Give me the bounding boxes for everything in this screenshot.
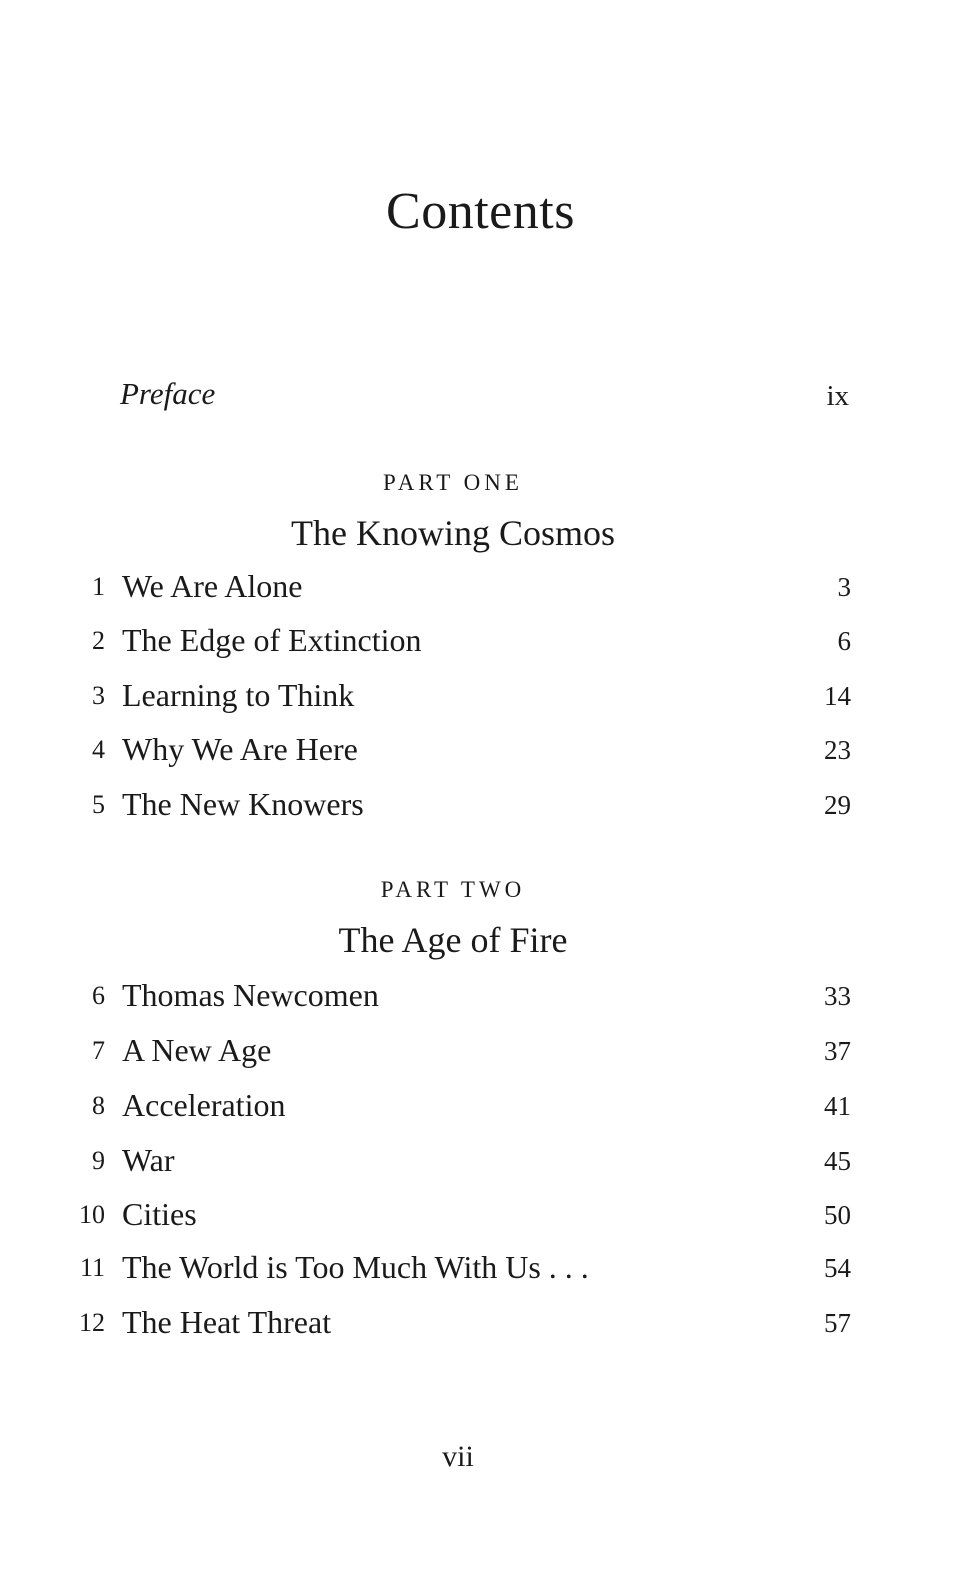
chapter-title: Thomas Newcomen: [122, 977, 379, 1013]
chapter-title: The World is Too Much With Us . . .: [122, 1249, 589, 1285]
chapter-page: 54: [824, 1253, 851, 1283]
page-title: Contents: [386, 183, 575, 240]
toc-entry: [0, 1087, 961, 1127]
chapter-page: 57: [824, 1308, 851, 1338]
chapter-page: 41: [824, 1091, 851, 1121]
chapter-page: 6: [837, 626, 851, 656]
chapter-number: 2: [92, 626, 105, 655]
part-one-label: PART ONE: [383, 470, 523, 495]
part-two-title: The Age of Fire: [338, 920, 568, 960]
toc-entry: [0, 622, 961, 662]
chapter-title: Acceleration: [122, 1087, 286, 1123]
page-folio: vii: [442, 1440, 474, 1473]
toc-entry: [0, 1249, 961, 1289]
chapter-number: 4: [92, 735, 105, 764]
chapter-title: Learning to Think: [122, 677, 355, 713]
toc-entry: [0, 568, 961, 608]
part-one-title: The Knowing Cosmos: [291, 513, 615, 553]
chapter-title: The Edge of Extinction: [122, 622, 422, 658]
chapter-page: 50: [824, 1200, 851, 1230]
chapter-title: We Are Alone: [122, 568, 303, 604]
chapter-number: 7: [92, 1036, 105, 1065]
chapter-page: 33: [824, 981, 851, 1011]
chapter-number: 5: [92, 790, 105, 819]
chapter-number: 12: [79, 1308, 105, 1337]
toc-entry: [0, 1304, 961, 1344]
toc-entry: [0, 1196, 961, 1236]
chapter-number: 9: [92, 1146, 105, 1175]
preface-label: Preface: [120, 376, 216, 411]
chapter-title: The New Knowers: [122, 786, 364, 822]
toc-entry: [0, 977, 961, 1017]
chapter-page: 3: [837, 572, 851, 602]
chapter-page: 14: [824, 681, 851, 711]
chapter-number: 3: [92, 681, 105, 710]
chapter-number: 1: [92, 572, 105, 601]
chapter-page: 45: [824, 1146, 851, 1176]
toc-entry: [0, 731, 961, 771]
chapter-number: 8: [92, 1091, 105, 1120]
chapter-number: 11: [79, 1253, 105, 1282]
chapter-number: 10: [79, 1200, 105, 1229]
chapter-number: 6: [92, 981, 105, 1010]
chapter-title: Why We Are Here: [122, 731, 358, 767]
toc-entry: [0, 786, 961, 826]
preface-page-number: ix: [826, 380, 849, 412]
chapter-title: A New Age: [122, 1032, 272, 1068]
toc-entry: [0, 1032, 961, 1072]
chapter-page: 37: [824, 1036, 851, 1066]
chapter-title: War: [122, 1142, 175, 1178]
toc-entry: [0, 677, 961, 717]
chapter-title: Cities: [122, 1196, 197, 1232]
chapter-page: 23: [824, 735, 851, 765]
toc-entry: [0, 1142, 961, 1182]
part-two-label: PART TWO: [380, 877, 526, 902]
chapter-page: 29: [824, 790, 851, 820]
chapter-title: The Heat Threat: [122, 1304, 332, 1340]
